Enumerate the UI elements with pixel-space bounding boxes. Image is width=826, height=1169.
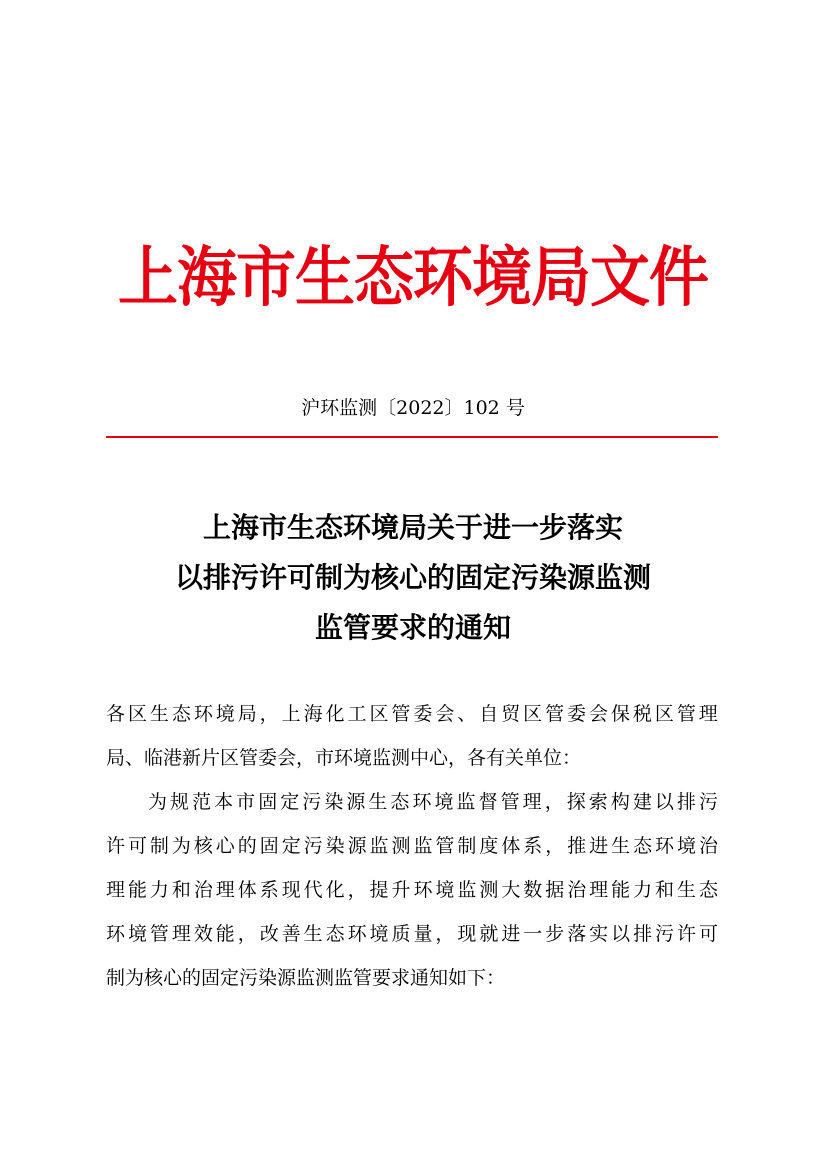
document-body (106, 692, 718, 1000)
title-line-1: 上海市生态环境局关于进一步落实 (202, 511, 623, 544)
document-number: 沪环监测〔2022〕102 号 (301, 397, 525, 419)
masthead-title: 上海市生态环境局文件 (118, 240, 708, 316)
paragraph-line-2: 许可制为核心的固定污染源监测监管制度体系，推进生态环境治 (106, 835, 718, 857)
title-line-3: 监管要求的通知 (314, 611, 511, 644)
paragraph-line-1: 为规范本市固定污染源生态环境监督管理，探索构建以排污 (148, 791, 718, 813)
red-separator-line (106, 436, 718, 438)
paragraph-line-5: 制为核心的固定污染源监测监管要求通知如下： (106, 967, 506, 989)
salutation-line-1: 各区生态环境局，上海化工区管委会、自贸区管委会保税区管理 (106, 703, 718, 725)
paragraph-line-3: 理能力和治理体系现代化，提升环境监测大数据治理能力和生态 (106, 879, 718, 901)
document-title (0, 503, 826, 653)
title-line-2: 以排污许可制为核心的固定污染源监测 (174, 561, 651, 594)
paragraph-line-4: 环境管理效能，改善生态环境质量，现就进一步落实以排污许可 (106, 923, 718, 945)
salutation-line-2: 局、临港新片区管委会，市环境监测中心，各有关单位： (106, 747, 582, 769)
